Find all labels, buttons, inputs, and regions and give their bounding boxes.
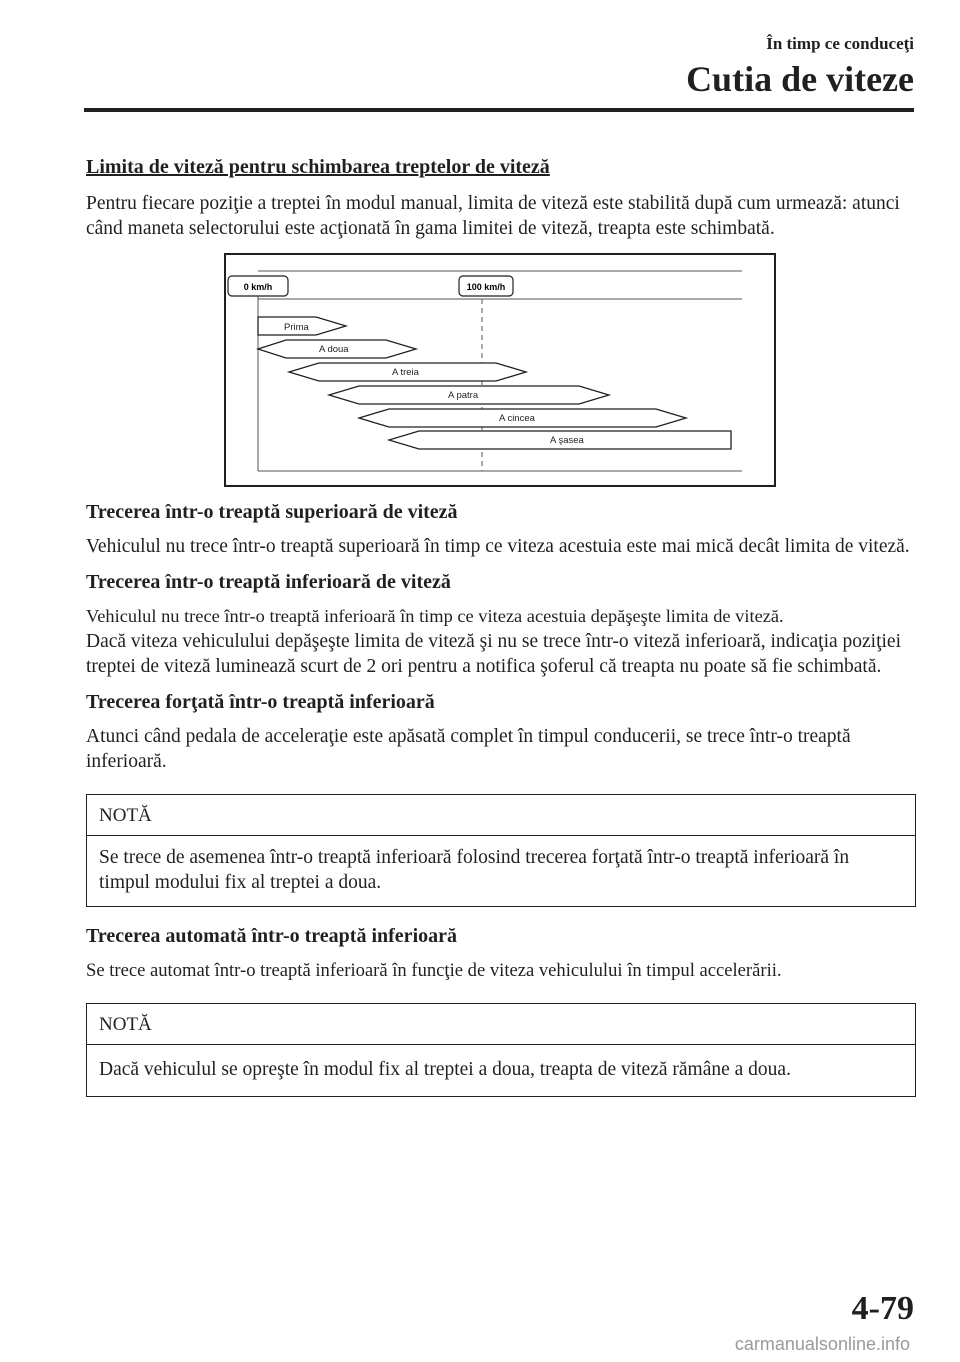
- upshift-paragraph: Vehiculul nu trece într-o treaptă superioară în timp ce viteza acestuia este mai mică decât limita de viteză.: [86, 536, 910, 557]
- upshift-heading: Trecerea într-o treaptă superioară de viteză: [86, 501, 458, 523]
- downshift-heading: Trecerea într-o treaptă inferioară de viteză: [86, 571, 451, 593]
- downshift-paragraph-2: Dacă viteza vehiculului depăşeşte limita de viteză şi nu se trece într-o viteză inferioară, indicaţia poziţiei treptei de viteză luminează scurt de 2 ori pentru a notifica şoferul că treapta nu poate să fie schimbată.: [86, 631, 902, 677]
- page-number: 4-79: [851, 1290, 914, 1327]
- gear-label-3: A treia: [392, 367, 419, 378]
- gear-label-2: A doua: [319, 344, 349, 355]
- note-title-2: NOTĂ: [87, 1004, 915, 1045]
- hundred-kmh-label: 100 km/h: [466, 282, 506, 292]
- note-title-1: NOTĂ: [87, 795, 915, 836]
- kickdown-paragraph: Atunci când pedala de acceleraţie este apăsată complet în timpul conducerii, se trece într-o treaptă inferioară.: [86, 726, 851, 772]
- note-box-1: [86, 794, 916, 907]
- gear-speed-diagram-svg: [224, 253, 776, 487]
- note-body-1: Se trece de asemenea într-o treaptă inferioară folosind trecerea forţată într-o treaptă inferioară în timpul modului fix al treptei a doua.: [99, 847, 850, 893]
- header-divider: [84, 108, 914, 112]
- main-content: [86, 156, 916, 1115]
- page-title: Cutia de viteze: [686, 59, 914, 99]
- downshift-paragraph-1: [86, 604, 916, 629]
- watermark: carmanualsonline.info: [734, 1334, 910, 1354]
- gear-label-5: A cincea: [499, 413, 535, 424]
- kickdown-heading: Trecerea forţată într-o treaptă inferioară: [86, 691, 435, 713]
- gear-label-6: A şasea: [550, 435, 584, 446]
- section-label: În timp ce conduceţi: [766, 34, 914, 53]
- note-body-2: Dacă vehiculul se opreşte în modul fix al treptei a doua, treapta de viteză rămâne a doua.: [99, 1059, 791, 1080]
- gear-speed-diagram: [224, 253, 776, 487]
- section-heading: Limita de viteză pentru schimbarea treptelor de viteză: [86, 156, 550, 178]
- gear-label-1: Prima: [284, 322, 309, 333]
- autodown-paragraph: Se trece automat într-o treaptă inferioară în funcţie de viteza vehiculului în timpul accelerării.: [86, 960, 782, 981]
- gear-label-4: A patra: [448, 390, 479, 401]
- downshift-text-1: Vehiculul nu trece într-o treaptă inferioară în timp ce viteza acestuia depăşeşte limita de viteză.: [86, 606, 784, 626]
- note-box-2: [86, 1003, 916, 1097]
- intro-paragraph: Pentru fiecare poziţie a treptei în modul manual, limita de viteză este stabilită după cum urmează: atunci când maneta selectorului este acţionată în gama limitei de viteză, treapta este schimbată.: [86, 193, 900, 239]
- zero-kmh-label: 0 km/h: [243, 282, 273, 292]
- autodown-heading: Trecerea automată într-o treaptă inferioară: [86, 925, 457, 947]
